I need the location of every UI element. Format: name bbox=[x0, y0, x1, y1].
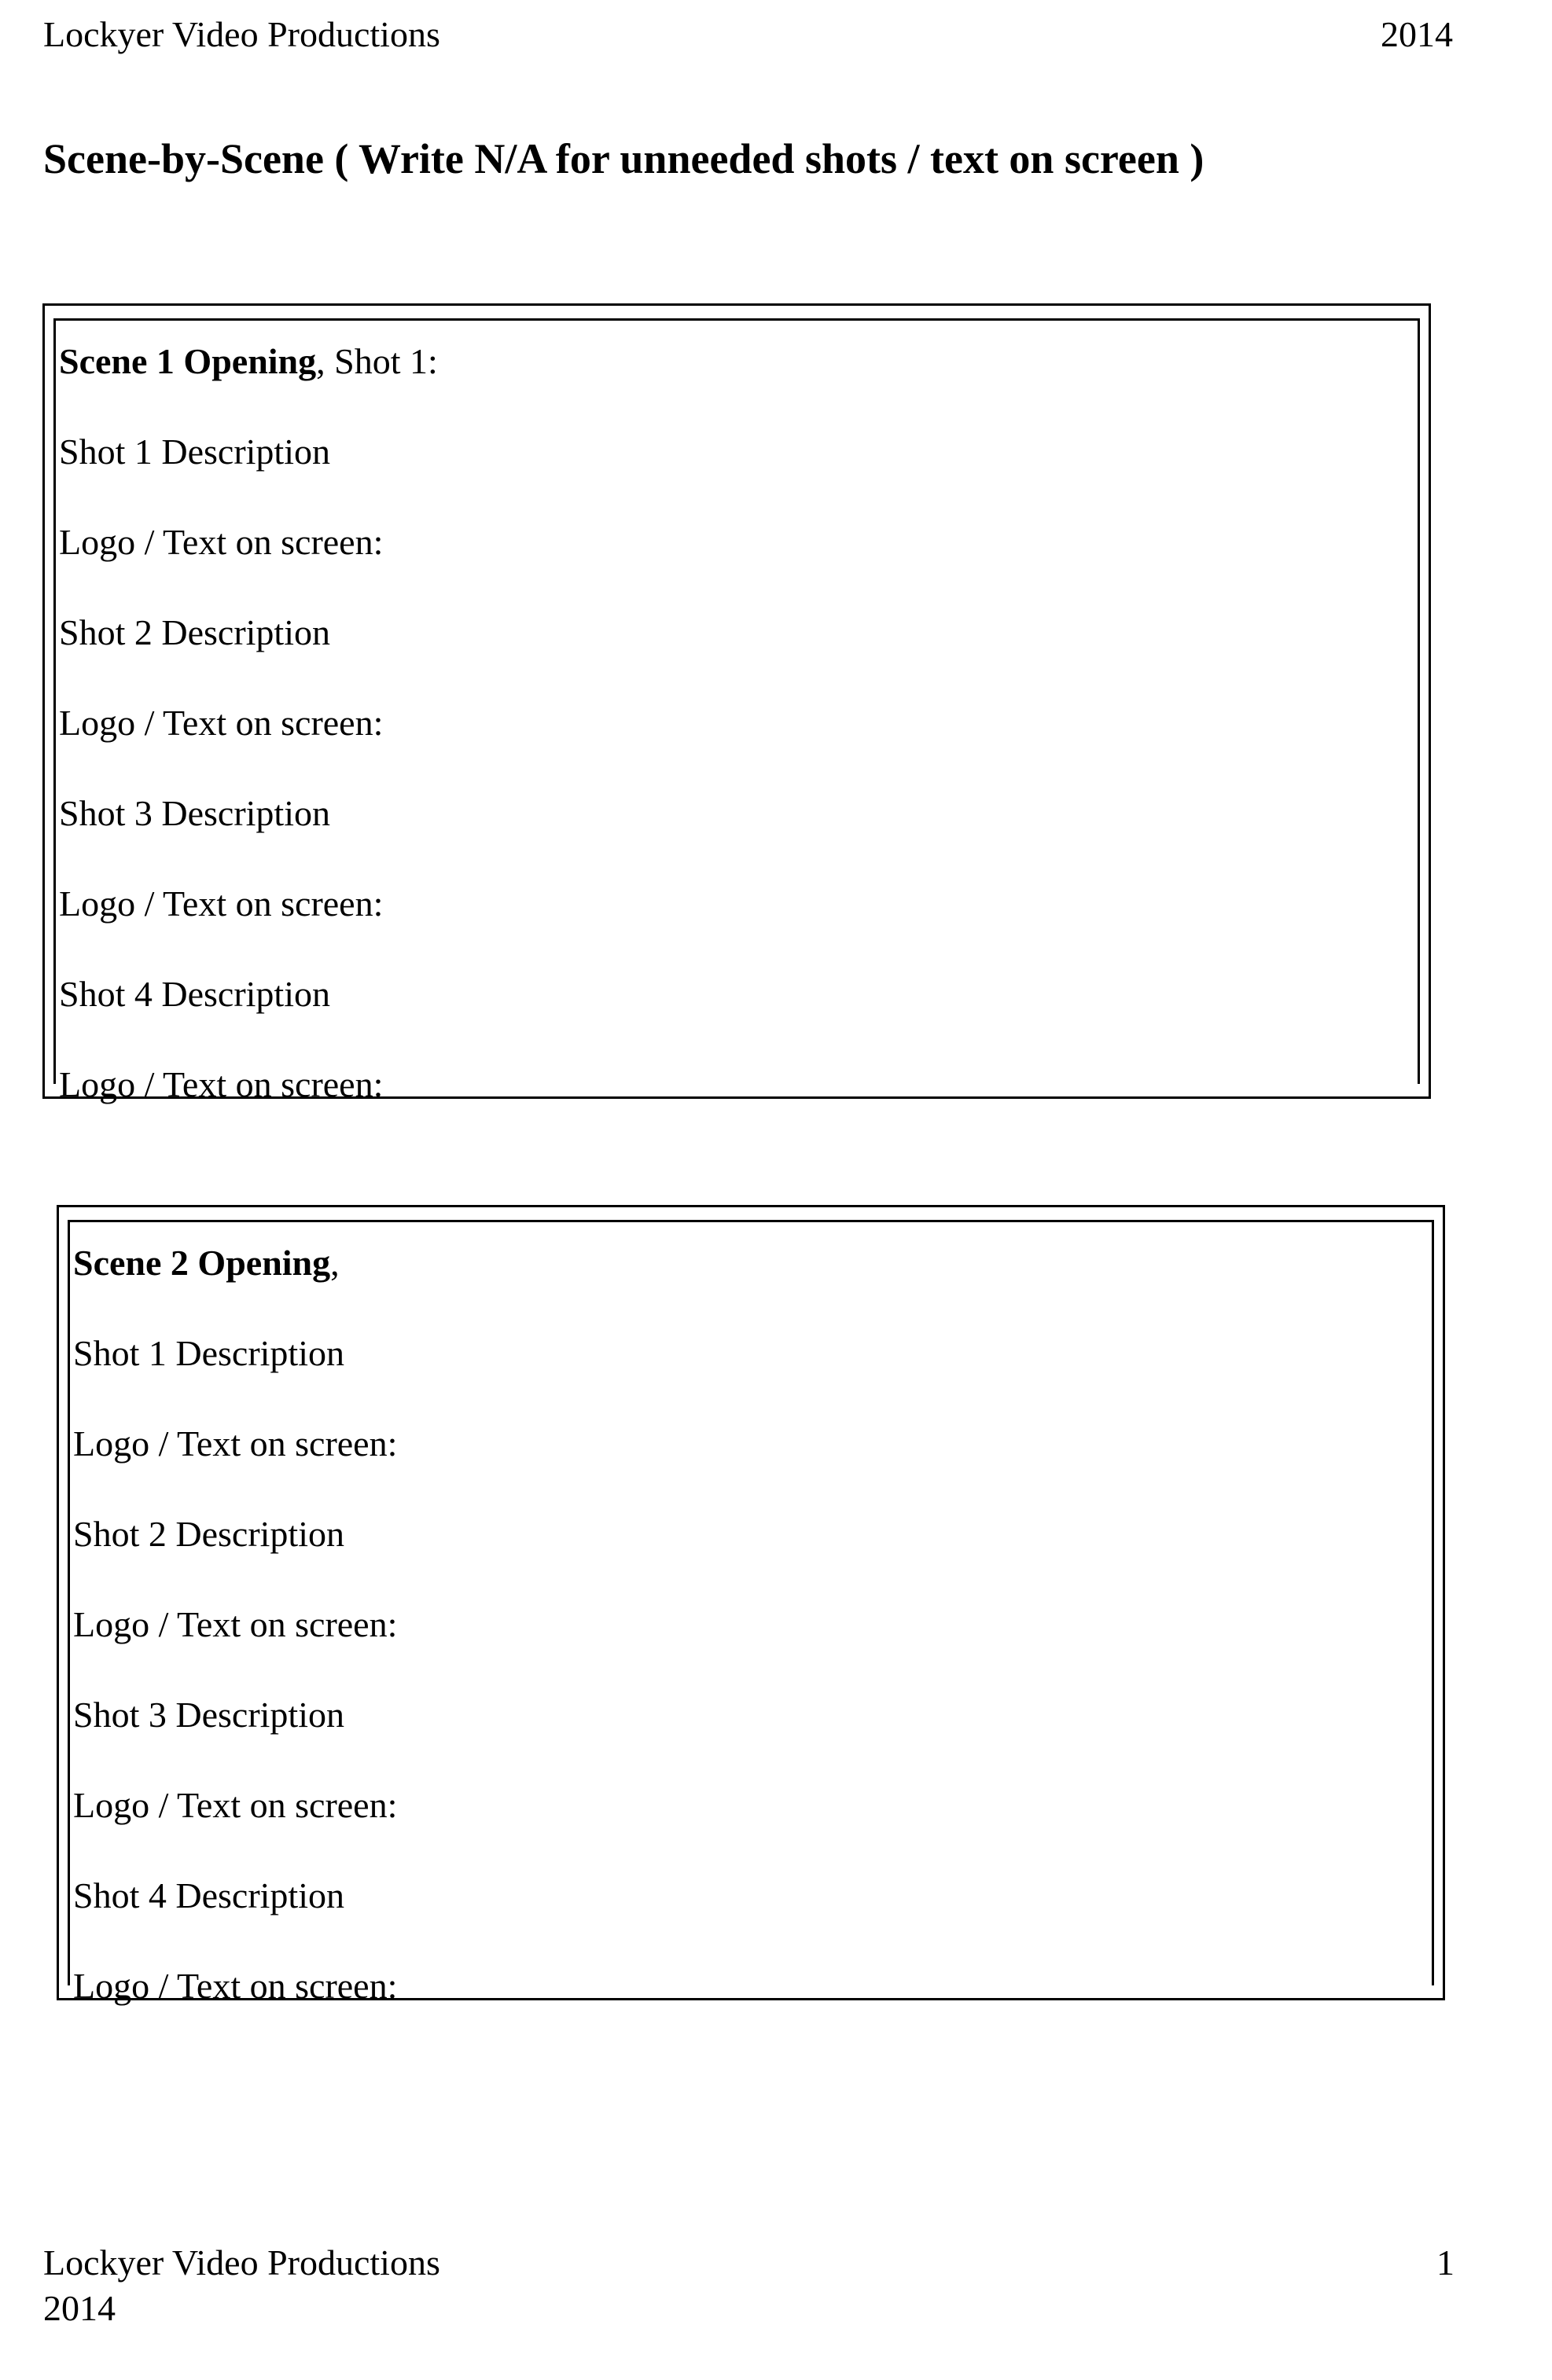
page-heading: Scene-by-Scene ( Write N/A for unneeded shots / text on screen ) bbox=[43, 135, 1204, 182]
scene-2-shot-4-description: Shot 4 Description bbox=[73, 1875, 344, 1915]
scene-1-box bbox=[42, 303, 1431, 1104]
scene-2-shot-3-description: Shot 3 Description bbox=[73, 1695, 344, 1735]
scene-1-shot-2-text-on-screen: Logo / Text on screen: bbox=[59, 703, 384, 743]
scene-2-shot-2-description: Shot 2 Description bbox=[73, 1514, 344, 1554]
scene-2-content bbox=[73, 1218, 1410, 2031]
scene-1-shot-1-description: Shot 1 Description bbox=[59, 432, 330, 472]
footer-company: Lockyer Video Productions bbox=[43, 2242, 440, 2283]
scene-2-shot-2-text-on-screen: Logo / Text on screen: bbox=[73, 1604, 398, 1644]
footer-company-year bbox=[43, 2240, 440, 2331]
footer-page-number: 1 bbox=[1436, 2242, 1455, 2283]
scene-2-shot-1-text-on-screen: Logo / Text on screen: bbox=[73, 1423, 398, 1464]
scene-2-shot-1-description: Shot 1 Description bbox=[73, 1333, 344, 1373]
scene-1-shot-2-description: Shot 2 Description bbox=[59, 612, 330, 652]
scene-2-box bbox=[57, 1205, 1445, 2006]
scene-2-shot-4-text-on-screen: Logo / Text on screen: bbox=[73, 1966, 398, 2006]
footer-year: 2014 bbox=[43, 2288, 116, 2328]
header-company: Lockyer Video Productions bbox=[43, 14, 440, 54]
scene-2-title bbox=[73, 1218, 1410, 1308]
scene-2-title-suffix: , bbox=[330, 1243, 340, 1283]
scene-1-shot-3-description: Shot 3 Description bbox=[59, 793, 330, 833]
scene-1-title-bold: Scene 1 Opening bbox=[59, 341, 317, 381]
scene-1-content bbox=[59, 316, 1396, 1129]
scene-2-shot-3-text-on-screen: Logo / Text on screen: bbox=[73, 1785, 398, 1825]
scene-2-title-bold: Scene 2 Opening bbox=[73, 1243, 331, 1283]
scene-1-shot-3-text-on-screen: Logo / Text on screen: bbox=[59, 883, 384, 924]
scene-1-title bbox=[59, 316, 1396, 406]
scene-1-shot-4-description: Shot 4 Description bbox=[59, 974, 330, 1014]
scene-1-title-suffix: , Shot 1: bbox=[316, 341, 438, 381]
scene-1-shot-4-text-on-screen: Logo / Text on screen: bbox=[59, 1064, 384, 1104]
header-year: 2014 bbox=[1381, 14, 1453, 54]
scene-1-shot-1-text-on-screen: Logo / Text on screen: bbox=[59, 522, 384, 562]
